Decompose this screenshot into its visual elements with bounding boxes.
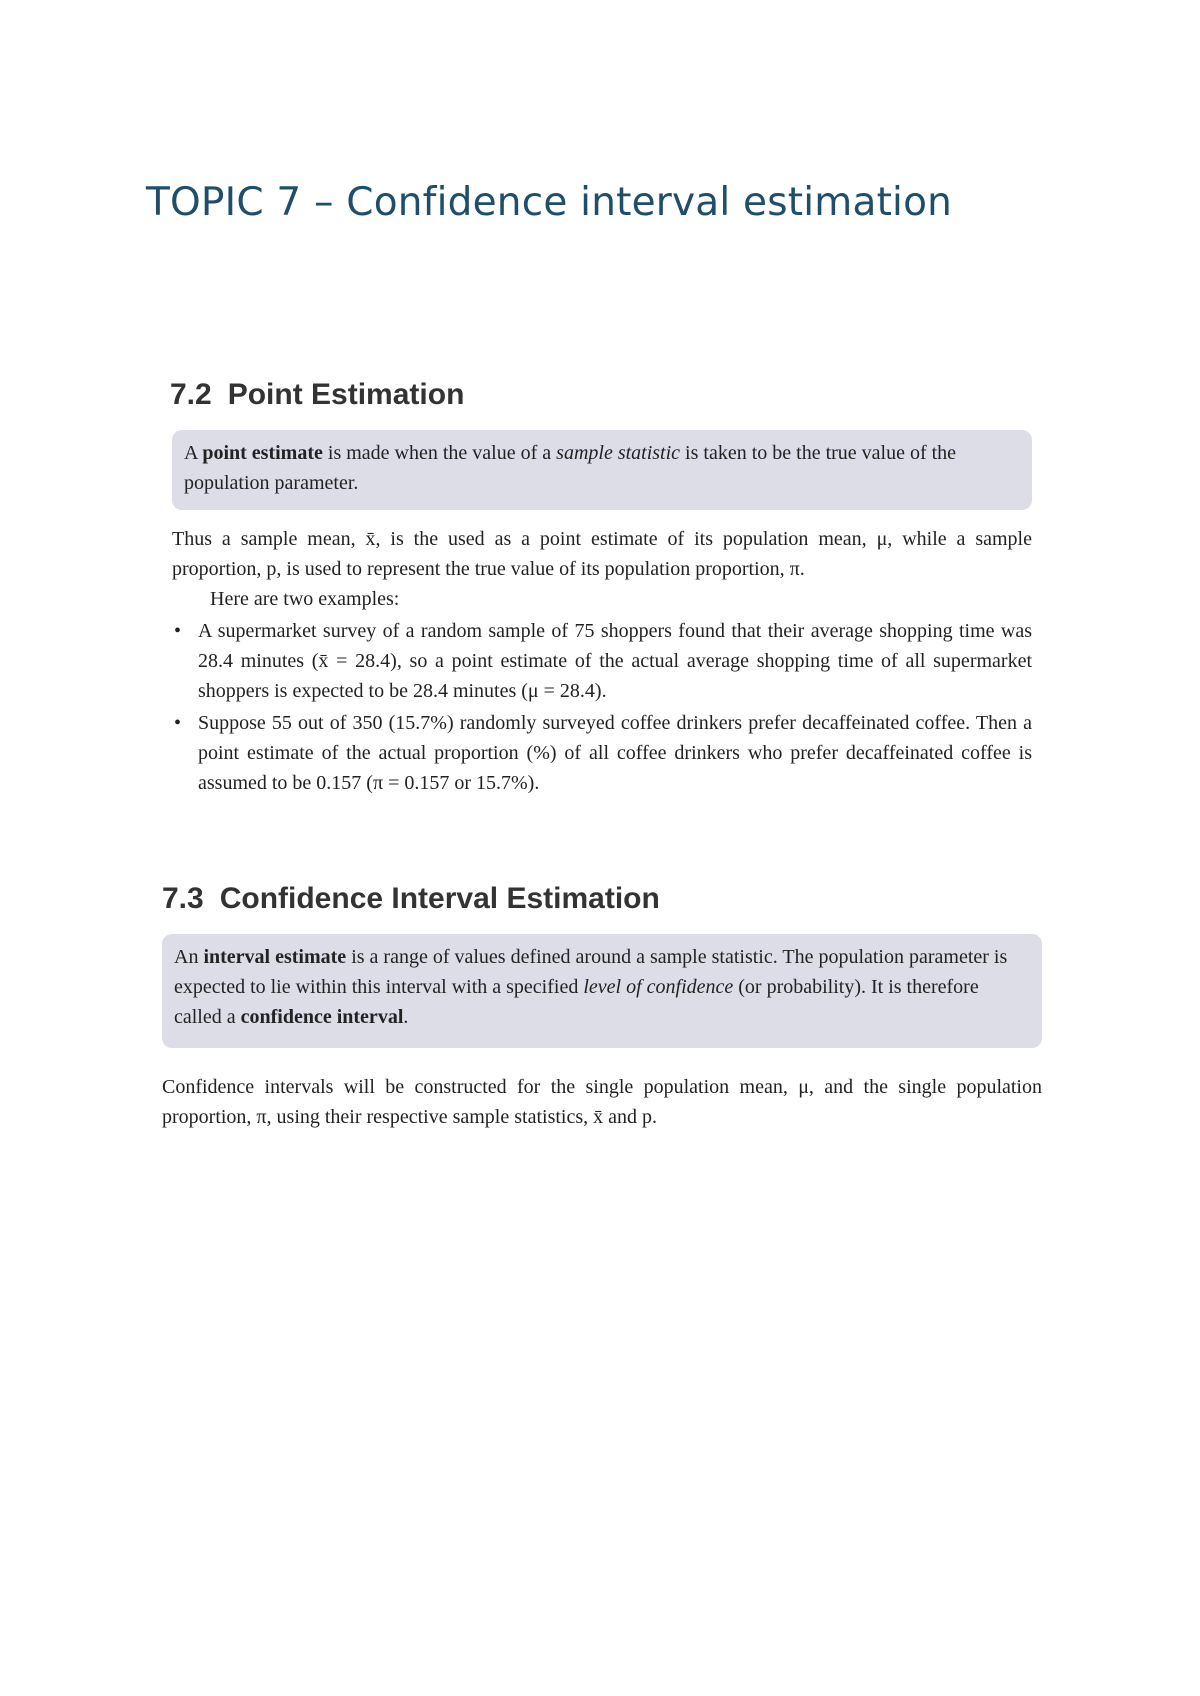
definition-text: (or probability). It is therefore called a xyxy=(174,976,979,1028)
bullet-icon: • xyxy=(174,620,182,642)
definition-term: point estimate xyxy=(202,442,323,464)
list-item-text: A supermarket survey of a random sample of 75 shoppers found that their average shopping time was 28.4 minutes (x̄ = 28.4), so a point estimate of the actual average shopping time of all supermarket shoppers is expected to be 28.4 minutes (μ = 28.4). xyxy=(198,620,1032,702)
definition-text: A xyxy=(184,442,203,464)
list-item-text: Suppose 55 out of 350 (15.7%) randomly surveyed coffee drinkers prefer decaffeinated coffee. Then a point estimate of the actual proportion (%) of all coffee drinkers who prefer decaffeinated coffee is assumed to be 0.157 (π = 0.157 or 15.7%). xyxy=(198,712,1032,794)
definition-text: . xyxy=(403,1006,409,1028)
paragraph-confidence-intervals: Confidence intervals will be constructed for the single population mean, μ, and the single population proportion, π, using their respective sample statistics, x̄ and p. xyxy=(162,1076,1042,1128)
section-title: Point Estimation xyxy=(227,378,465,411)
definition-text: is a range of values defined around a sample statistic. The population parameter is expected to lie within this interval with a specified xyxy=(174,946,1008,998)
definition-term: confidence interval xyxy=(240,1006,404,1028)
list-item xyxy=(172,708,1032,798)
definition-text: is made when the value of a xyxy=(322,442,557,464)
section-heading-confidence-interval xyxy=(162,882,660,916)
page-title: TOPIC 7 – Confidence interval estimation xyxy=(146,180,953,225)
section-title: Confidence Interval Estimation xyxy=(219,882,660,915)
section-number: 7.2 xyxy=(170,378,212,411)
definition-text: is taken to be the true value of the population parameter. xyxy=(184,442,957,494)
examples-intro: Here are two examples: xyxy=(210,588,400,610)
section-number: 7.3 xyxy=(162,882,204,915)
definition-text: An xyxy=(174,946,204,968)
definition-box-point-estimate xyxy=(172,430,1032,510)
definition-italic: sample statistic xyxy=(556,442,681,464)
list-item xyxy=(172,616,1032,706)
paragraph-point-estimate: Thus a sample mean, x̄, is the used as a point estimate of its population mean, μ, while a sample proportion, p, is used to represent the true value of its population proportion, π. xyxy=(172,528,1032,580)
section-heading-point-estimation xyxy=(170,378,464,412)
definition-italic: level of confidence xyxy=(583,976,734,998)
definition-term: interval estimate xyxy=(203,946,347,968)
definition-box-interval-estimate xyxy=(162,934,1042,1048)
examples-list xyxy=(172,616,1032,798)
bullet-icon: • xyxy=(174,712,182,734)
